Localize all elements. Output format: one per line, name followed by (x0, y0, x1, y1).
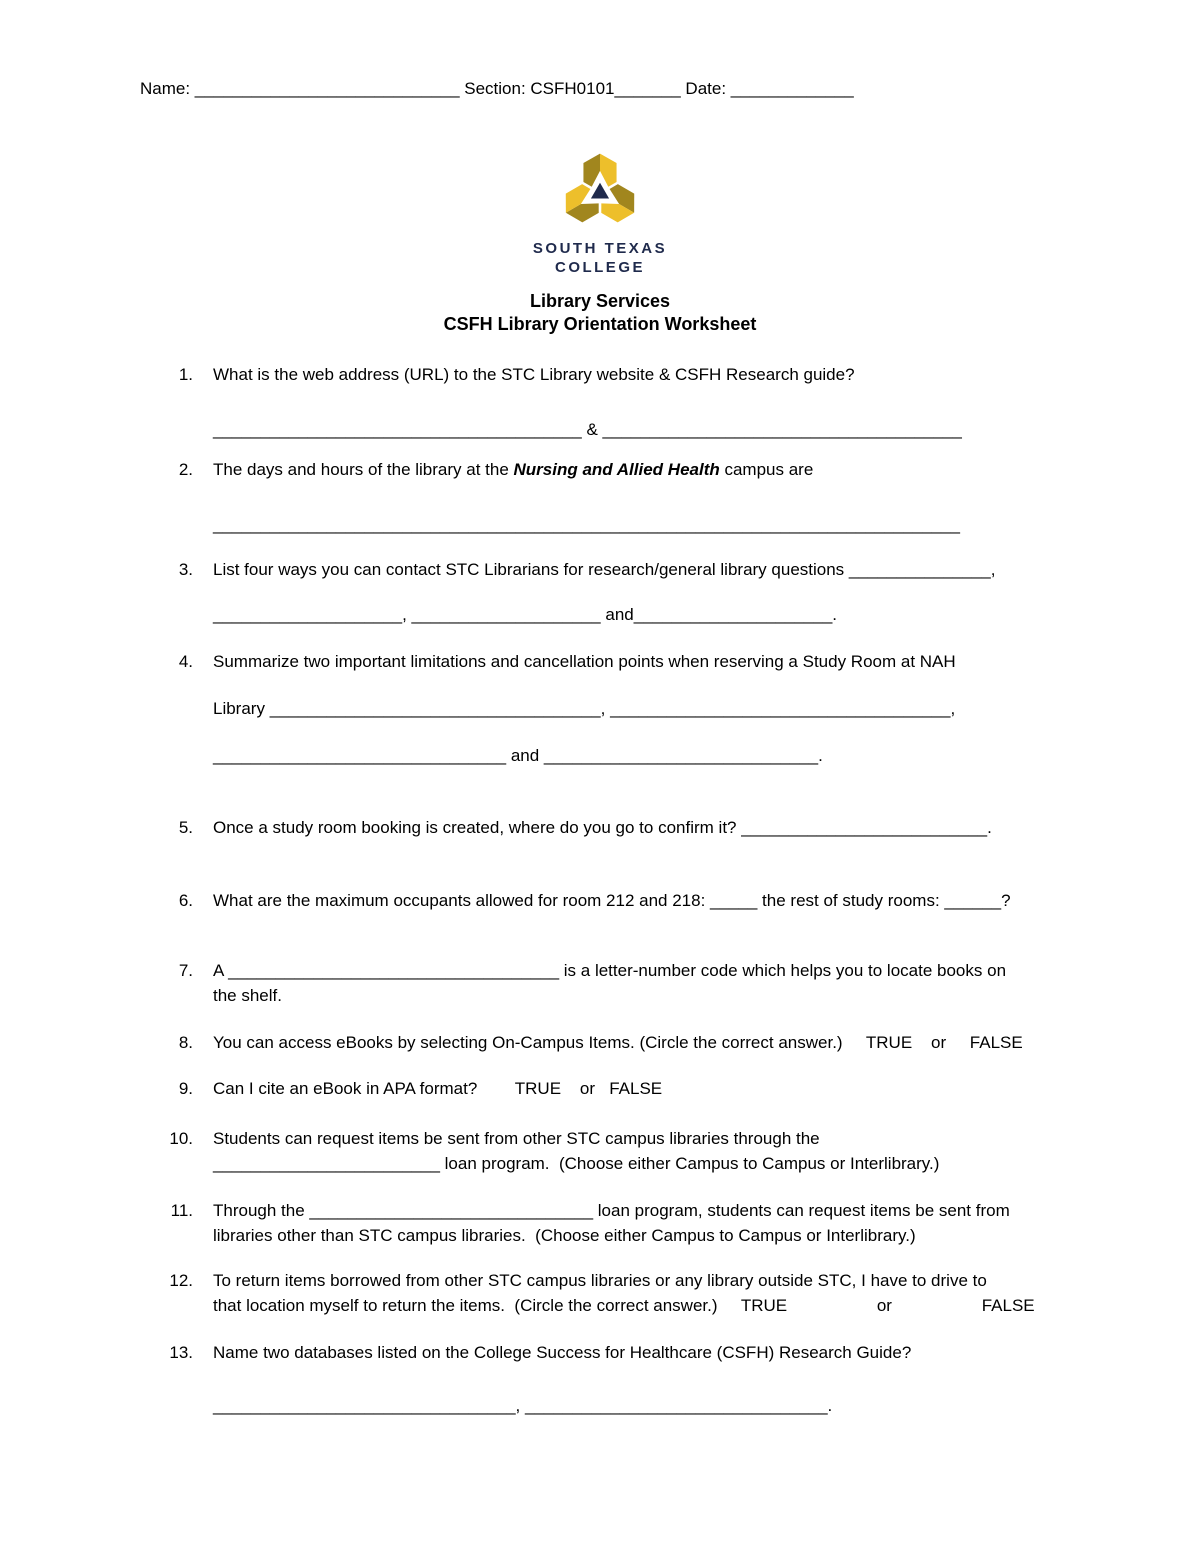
question-number: 10. (169, 1129, 193, 1148)
question-item (140, 958, 1060, 1008)
logo-hexagon-right (597, 182, 642, 227)
question-text: and (600, 605, 634, 624)
question-body (213, 557, 1060, 627)
answer-blank: _______________________________ (213, 746, 507, 765)
question-number: 3. (178, 560, 193, 579)
question-line (213, 362, 1060, 387)
question-line (213, 958, 1060, 983)
section-blank-line: _______ (614, 79, 686, 98)
question-text: Can I cite an eBook in APA format? TRUE or FALSE (213, 1079, 663, 1098)
answer-line (213, 512, 1060, 537)
question-number: 1. (178, 365, 193, 384)
stc-emblem-icon (558, 152, 642, 234)
answer-line (213, 743, 1060, 768)
college-logo-block (140, 152, 1060, 277)
date-label: Date: (685, 79, 731, 98)
answer-line (213, 602, 1060, 627)
question-text: is a letter-number code which helps you to locate books on (559, 961, 1007, 980)
answer-blank: _______________ (848, 560, 991, 579)
question-text: . (832, 605, 838, 624)
question-number: 6. (178, 891, 193, 910)
question-line (213, 983, 1060, 1008)
question-line (213, 557, 1060, 582)
answer-blank: ________________________________ (213, 1396, 516, 1415)
question-text: . (818, 746, 823, 765)
question-line (213, 1198, 1060, 1223)
answer-line (213, 1393, 1060, 1418)
question-text: Summarize two important limitations and cancellation points when reserving a Study Room at NAH (213, 652, 956, 671)
question-text: & (581, 420, 603, 439)
question-number: 2. (178, 460, 193, 479)
question-item (140, 557, 1060, 627)
name-blank-line: ____________________________ (194, 79, 465, 98)
question-body (213, 888, 1060, 913)
question-number: 11. (170, 1201, 193, 1220)
question-item (140, 1198, 1060, 1248)
question-number: 13. (169, 1343, 193, 1362)
question-item (140, 362, 1060, 442)
question-text: , (600, 699, 611, 718)
logo-center-triangle (591, 183, 609, 199)
answer-line (213, 417, 1060, 442)
question-text: Library (213, 699, 270, 718)
question-item (140, 649, 1060, 768)
answer-blank: _____________________________ (543, 746, 819, 765)
question-text: that location myself to return the items. (Circle the correct answer.) TRUE or FALSE (213, 1296, 1035, 1315)
question-body (213, 815, 1060, 840)
hexagon-facet-dark (583, 154, 600, 187)
question-body (213, 1126, 1060, 1176)
question-item (140, 1340, 1060, 1418)
question-line (213, 1076, 1060, 1101)
question-body (213, 1030, 1060, 1055)
question-text: , (515, 1396, 525, 1415)
question-text: You can access eBooks by selecting On-Campus Items. (Circle the correct answer.) TRUE or FALSE (213, 1033, 1023, 1052)
logo-wordmark-line2: COLLEGE (554, 259, 645, 276)
question-text: . (827, 1396, 833, 1415)
logo-hexagon-top (583, 154, 616, 187)
answer-blank: _______________________________________________________________________________ (213, 515, 960, 534)
question-item (140, 888, 1060, 913)
question-body (213, 649, 1060, 768)
hexagon-facet-light (600, 154, 617, 187)
question-number: 4. (178, 652, 193, 671)
question-line (213, 1293, 1060, 1318)
question-item (140, 1076, 1060, 1101)
question-text: the shelf. (213, 986, 282, 1005)
question-number: 9. (178, 1079, 193, 1098)
question-number: 8. (178, 1033, 193, 1052)
question-text: The days and hours of the library at the (213, 460, 514, 479)
question-text: Once a study room booking is created, where do you go to confirm it? (213, 818, 742, 837)
question-text: ? (1001, 891, 1011, 910)
answer-blank: ______ (944, 891, 1002, 910)
question-text: the rest of study rooms: (757, 891, 945, 910)
worksheet-title (140, 290, 1060, 336)
answer-blank: ______________________________ (309, 1201, 594, 1220)
question-line (213, 888, 1060, 913)
question-text: To return items borrowed from other STC campus libraries or any library outside STC, I have to drive to (213, 1271, 987, 1290)
answer-blank: ____________________ (411, 605, 601, 624)
question-line (213, 815, 1060, 840)
question-text: . (987, 818, 992, 837)
answer-blank: ____________________________________ (610, 699, 951, 718)
question-text: , (950, 699, 956, 718)
question-line (213, 1126, 1060, 1151)
question-number: 12. (169, 1271, 193, 1290)
answer-blank: _______________________________________ (213, 420, 582, 439)
question-body (213, 1268, 1060, 1318)
question-number: 5. (178, 818, 193, 837)
question-body (213, 457, 1060, 537)
logo-hexagon-left (558, 182, 603, 227)
title-line2: CSFH Library Orientation Worksheet (443, 314, 757, 334)
question-line (213, 1268, 1060, 1293)
answer-blank: ________________________________ (525, 1396, 828, 1415)
question-body (213, 1076, 1060, 1101)
question-text: List four ways you can contact STC Librarians for research/general library questions (213, 560, 849, 579)
question-text: loan program, students can request items be sent from (593, 1201, 1010, 1220)
question-body (213, 1198, 1060, 1248)
question-text: , (402, 605, 412, 624)
question-item (140, 1126, 1060, 1176)
answer-blank: __________________________ (741, 818, 988, 837)
question-text: libraries other than STC campus libraries. (Choose either Campus to Campus or Interlibrary.) (213, 1226, 916, 1245)
questions-list (140, 362, 1060, 1418)
logo-wordmark-line1: SOUTH TEXAS (532, 240, 668, 257)
answer-blank: ______________________________________ (602, 420, 962, 439)
answer-blank: ___________________________________ (228, 961, 560, 980)
question-text: loan program. (Choose either Campus to Campus or Interlibrary.) (439, 1154, 940, 1173)
question-item (140, 1030, 1060, 1055)
answer-blank: ___________________________________ (269, 699, 601, 718)
question-line (213, 1340, 1060, 1365)
date-blank-line: _____________ (730, 79, 854, 98)
question-item (140, 815, 1060, 840)
question-line (213, 457, 1060, 482)
section-code: CSFH0101 (530, 79, 615, 98)
question-line (213, 1030, 1060, 1055)
answer-line (213, 696, 1060, 721)
header-line (140, 78, 1060, 100)
question-text: A (213, 961, 229, 980)
question-body (213, 362, 1060, 442)
question-line (213, 649, 1060, 674)
question-text: What is the web address (URL) to the STC Library website & CSFH Research guide? (213, 365, 855, 384)
question-text: campus are (719, 460, 814, 479)
question-item (140, 457, 1060, 537)
question-line (213, 1151, 1060, 1176)
question-text: Name two databases listed on the College Success for Healthcare (CSFH) Research Guide? (213, 1343, 912, 1362)
question-text: and (506, 746, 544, 765)
answer-blank: _____________________ (633, 605, 833, 624)
section-label: Section: (464, 79, 531, 98)
question-text-emphasis: Nursing and Allied Health (513, 460, 720, 479)
question-text: Through the (213, 1201, 310, 1220)
question-body (213, 958, 1060, 1008)
logo-wordmark (140, 239, 1060, 277)
answer-blank: _____ (710, 891, 758, 910)
question-text: What are the maximum occupants allowed for room 212 and 218: (213, 891, 711, 910)
question-line (213, 1223, 1060, 1248)
question-item (140, 1268, 1060, 1318)
answer-blank: ____________________ (213, 605, 403, 624)
question-text: , (990, 560, 996, 579)
question-number: 7. (178, 961, 193, 980)
answer-blank: ________________________ (213, 1154, 440, 1173)
question-text: Students can request items be sent from other STC campus libraries through the (213, 1129, 820, 1148)
name-label: Name: (140, 79, 195, 98)
question-body (213, 1340, 1060, 1418)
title-line1: Library Services (529, 291, 671, 311)
